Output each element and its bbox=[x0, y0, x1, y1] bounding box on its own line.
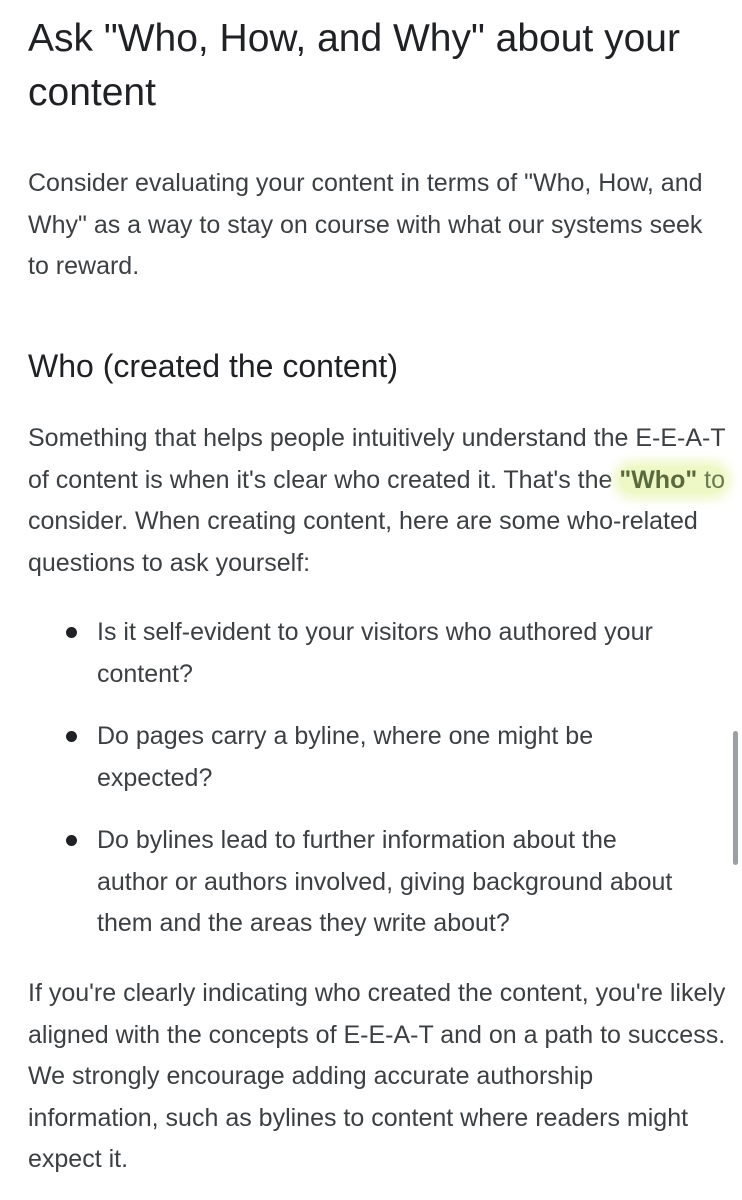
scrollbar-thumb[interactable] bbox=[733, 731, 738, 865]
list-item-text: Do bylines lead to further information about the author or authors involved, giving background about them and the areas they write about? bbox=[97, 826, 673, 937]
bullet-dot-icon bbox=[66, 835, 77, 846]
who-to: to bbox=[697, 465, 725, 494]
list-item bbox=[0, 820, 682, 945]
who-questions-list bbox=[0, 612, 742, 966]
who-paragraph bbox=[28, 418, 733, 584]
who-paragraph-end: consider. When creating content, here are some who-related questions to ask yourself: bbox=[28, 507, 698, 577]
intro-paragraph: Consider evaluating your content in terms of "Who, How, and Why" as a way to stay on course with what our systems seek to reward. bbox=[28, 169, 703, 280]
list-item-text: Do pages carry a byline, where one might be expected? bbox=[97, 722, 594, 792]
list-item bbox=[0, 612, 682, 695]
who-subheading: Who (created the content) bbox=[28, 348, 398, 384]
highlighted-who bbox=[619, 466, 725, 494]
who-emphasis: "Who" bbox=[619, 465, 698, 494]
who-paragraph-start: Something that helps people intuitively understand the E-E-A-T of content is when it's clear who created it. That's the bbox=[28, 424, 726, 494]
section-heading: Ask "Who, How, and Why" about your content bbox=[28, 17, 680, 114]
bullet-dot-icon bbox=[66, 627, 77, 638]
list-item bbox=[0, 716, 682, 799]
list-item-text: Is it self-evident to your visitors who authored your content? bbox=[97, 618, 653, 688]
closing-paragraph: If you're clearly indicating who created the content, you're likely aligned with the concepts of E-E-A-T and on a path to success. We strongly encourage adding accurate authorship information, such as bylines to content where readers might expect it. bbox=[28, 979, 726, 1173]
bullet-dot-icon bbox=[66, 731, 77, 742]
